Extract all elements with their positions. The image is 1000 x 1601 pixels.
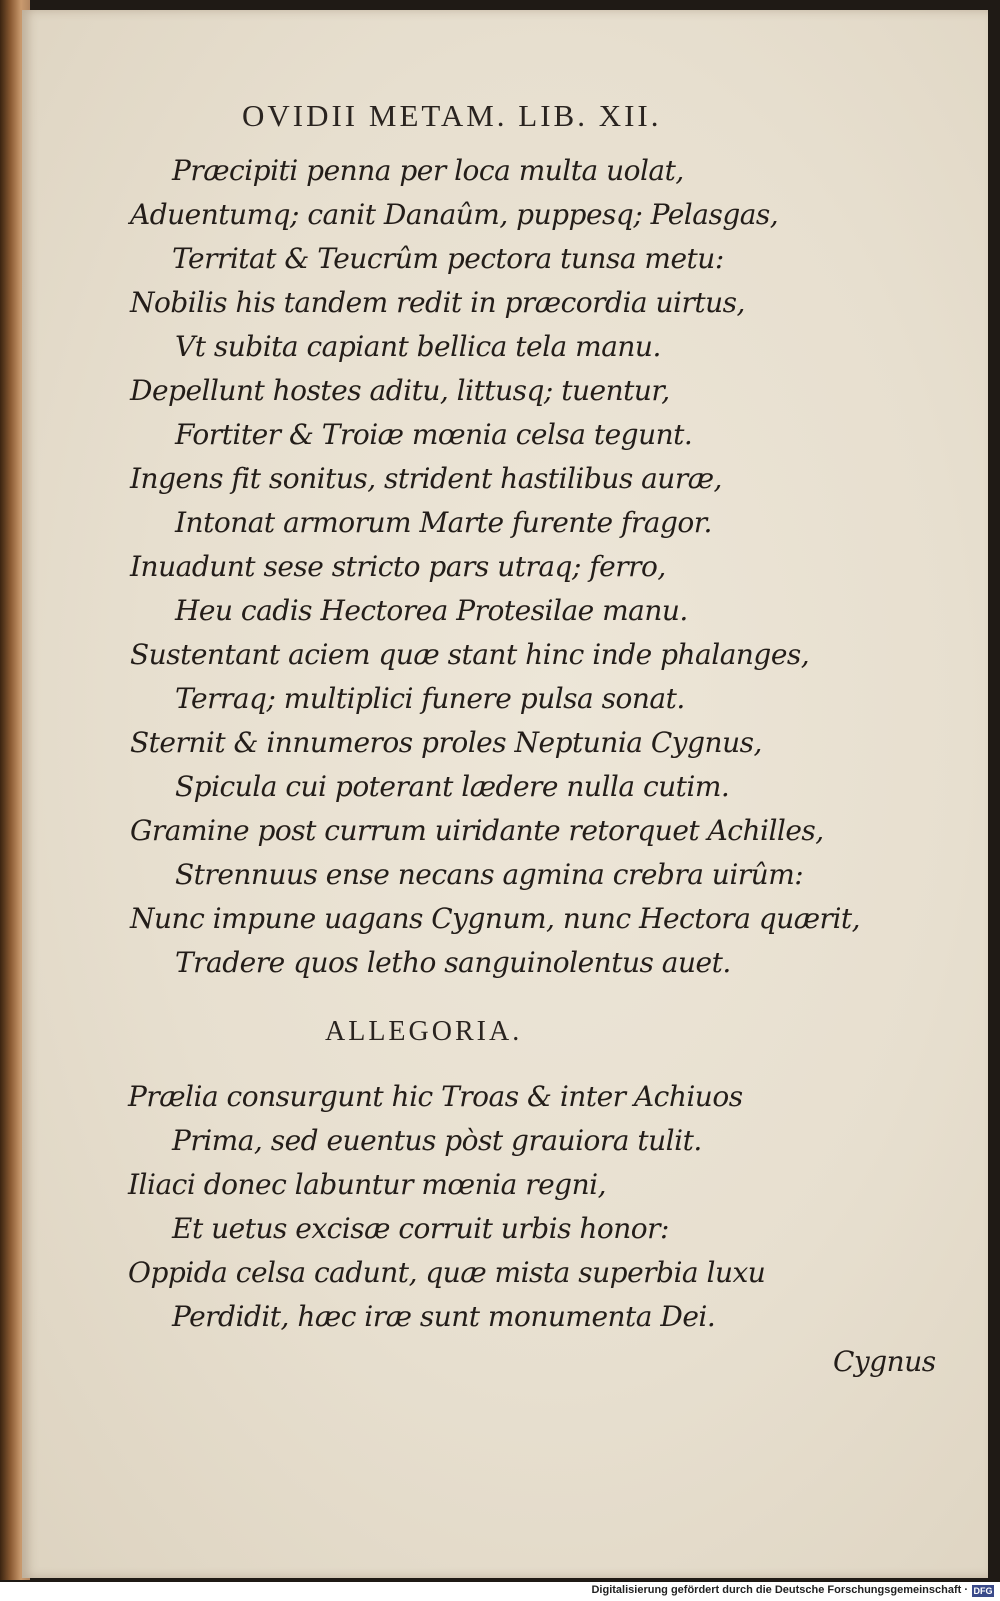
- verse-line: Heu cadis Hectorea Protesilae manu.: [175, 594, 688, 627]
- verse-line: Nobilis his tandem redit in præcordia uirtus,: [130, 286, 745, 319]
- verse-line: Vt subita capiant bellica tela manu.: [175, 330, 661, 363]
- allegoria-heading: ALLEGORIA.: [325, 1016, 523, 1047]
- verse-line: Intonat armorum Marte furente fragor.: [175, 506, 712, 539]
- verse-line: Terraq; multiplici funere pulsa sonat.: [175, 682, 685, 715]
- verse-line: Depellunt hostes aditu, littusq; tuentur,: [130, 374, 670, 407]
- verse-line: Fortiter & Troiæ mœnia celsa tegunt.: [175, 418, 693, 451]
- footer-credit: Digitalisierung gefördert durch die Deutsche Forschungsgemeinschaft ·: [591, 1584, 968, 1596]
- verse-line: Nunc impune uagans Cygnum, nunc Hectora quærit,: [130, 902, 861, 935]
- allegoria-line: Prima, sed euentus pòst grauiora tulit.: [172, 1124, 702, 1157]
- verse-line: Sustentant aciem quæ stant hinc inde phalanges,: [130, 638, 810, 671]
- dfg-logo-icon[interactable]: DFG: [973, 1586, 993, 1596]
- verse-line: Gramine post currum uiridante retorquet Achilles,: [130, 814, 824, 847]
- verse-line: Sternit & innumeros proles Neptunia Cygnus,: [130, 726, 762, 759]
- verse-line: Aduentumq; canit Danaûm, puppesq; Pelasgas,: [130, 198, 779, 231]
- verse-line: Spicula cui poterant lædere nulla cutim.: [175, 770, 730, 803]
- verse-line: Ingens fit sonitus, strident hastilibus auræ,: [130, 462, 722, 495]
- allegoria-line: Perdidit, hæc iræ sunt monumenta Dei.: [172, 1300, 716, 1333]
- verse-line: Præcipiti penna per loca multa uolat,: [172, 154, 684, 187]
- catchword: Cygnus: [833, 1345, 936, 1378]
- verse-line: Tradere quos letho sanguinolentus auet.: [175, 946, 731, 979]
- allegoria-line: Iliaci donec labuntur mœnia regni,: [128, 1168, 606, 1201]
- verse-line: Strennuus ense necans agmina crebra uirûm:: [175, 858, 804, 891]
- running-header: OVIDII METAM. LIB. XII.: [242, 98, 662, 133]
- verse-line: Inuadunt sese stricto pars utraq; ferro,: [130, 550, 666, 583]
- allegoria-line: Et uetus excisæ corruit urbis honor:: [172, 1212, 669, 1245]
- verse-line: Territat & Teucrûm pectora tunsa metu:: [172, 242, 724, 275]
- digitization-footer: [0, 1582, 1000, 1601]
- allegoria-line: Prælia consurgunt hic Troas & inter Achiuos: [128, 1080, 743, 1113]
- allegoria-line: Oppida celsa cadunt, quæ mista superbia luxu: [128, 1256, 766, 1289]
